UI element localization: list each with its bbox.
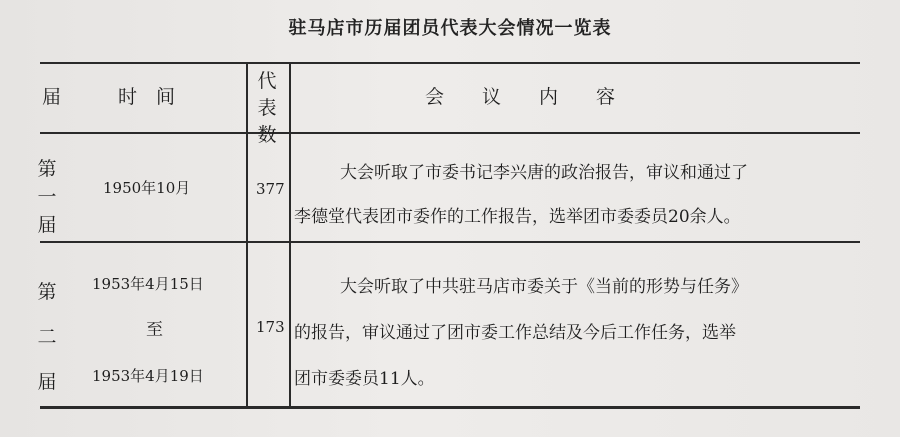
row2-content-line: 大会听取了中共驻马店市委关于《当前的形势与任务》 <box>340 277 748 297</box>
header-time: 时 间 <box>118 86 176 108</box>
row1-content-line: 李德堂代表团市委作的工作报告，选举团市委委员20余人。 <box>294 207 741 227</box>
header-bottom-rule <box>40 132 860 134</box>
header-delegates: 代 表 数 <box>257 70 277 146</box>
row2-delegates: 173 <box>256 318 285 336</box>
row-divider-rule <box>40 241 860 243</box>
table-bottom-rule <box>40 406 860 409</box>
row1-session: 第 一 届 <box>37 158 57 236</box>
table-top-rule <box>40 62 860 64</box>
row2-content-line: 的报告，审议通过了团市委工作总结及今后工作任务，选举 <box>294 323 736 343</box>
column-divider-time <box>246 64 248 406</box>
row2-time-start: 1953年4月15日 <box>92 275 204 293</box>
header-session: 届 <box>42 86 62 108</box>
column-divider-delegates <box>289 64 291 406</box>
row1-delegates: 377 <box>256 180 285 198</box>
row2-session: 第 二 届 <box>37 281 57 393</box>
row2-time-to: 至 <box>146 320 163 340</box>
table-title: 驻马店市历届团员代表大会情况一览表 <box>288 18 612 39</box>
header-content: 会 议 内 容 <box>425 86 616 108</box>
row2-content-line: 团市委委员11人。 <box>294 369 435 389</box>
row2-time-end: 1953年4月19日 <box>92 367 204 385</box>
row1-time: 1950年10月 <box>103 179 191 197</box>
row1-content-line: 大会听取了市委书记李兴唐的政治报告，审议和通过了 <box>340 163 748 183</box>
